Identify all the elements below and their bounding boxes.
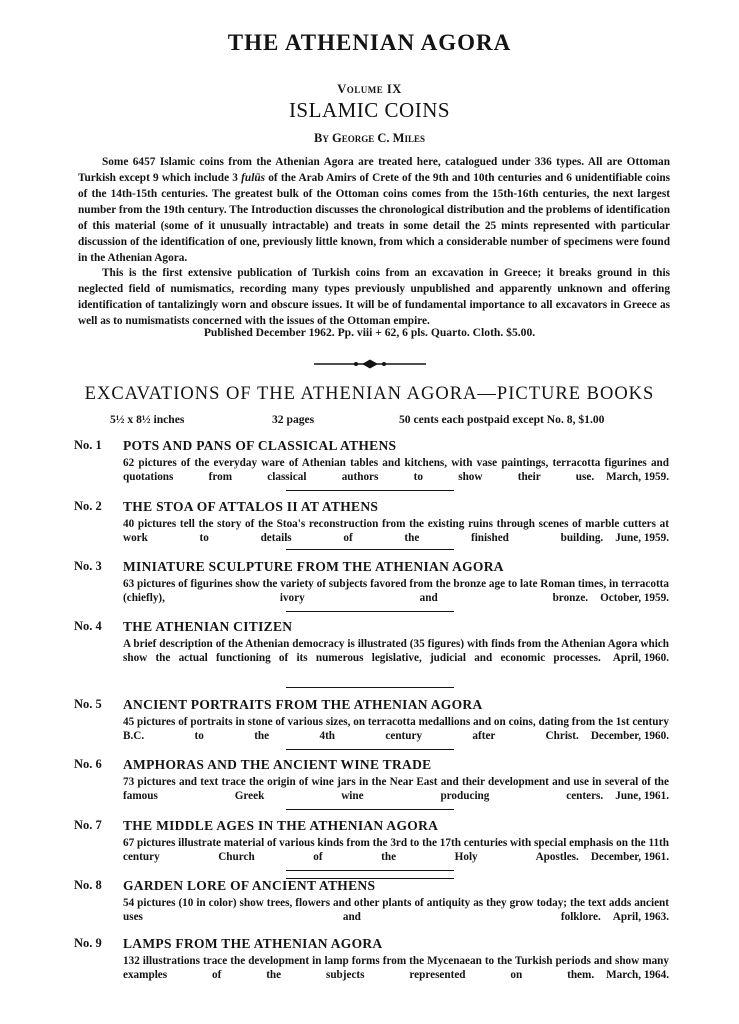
book-description-text: 62 pictures of the everyday ware of Athenian tables and kitchens, with vase paintings, terracotta figurines and quotations from classical authors to show their use. (123, 457, 669, 484)
ornament-divider (312, 358, 428, 370)
book-date: April, 1960. (612, 652, 669, 665)
book-date: December, 1961. (590, 851, 669, 864)
book-description-text: 73 pictures and text trace the origin of wine jars in the Near East and their development and use in several of the famous Greek wine producing centers. (123, 776, 669, 803)
book-title: ANCIENT PORTRAITS FROM THE ATHENIAN AGORA (123, 697, 483, 712)
book-title: THE ATHENIAN CITIZEN (123, 619, 293, 634)
book-date: December, 1960. (590, 730, 669, 743)
description-text-b: of the Arab Amirs of Crete of the 9th and 10th centuries and 6 unidentifiable coins of the 14th-15th centuries. The greatest bulk of the Ottoman coins comes from the 15th-16th centuries, the next largest number from the 19th century. The Introduction discusses the chronological distribution and the problems of identification of this material (some of it unusually intractable) and treats in some detail the 25 mints represented with particular discussion of the identification of one, previously little known, from which a considerable number of specimens were found in the Athenian Agora. (78, 172, 671, 264)
book-description-text: 63 pictures of figurines show the variety of subjects favored from the bronze age to late Roman times, in terracotta (chiefly), ivory and bronze. (123, 578, 669, 605)
book-description-text: 132 illustrations trace the development in lamp forms from the Mycenaean to the Turkish periods and show many examples of the subjects represented on them. (123, 955, 669, 982)
rule-divider (286, 687, 454, 688)
book-number: No. 1 (74, 438, 102, 452)
book-title: LAMPS FROM THE ATHENIAN AGORA (123, 936, 383, 951)
description-text-a: Some 6457 Islamic coins from the Athenian Agora are treated here, catalogued under 336 types. All are Ottoman Turkish except 9 which include 3 (78, 156, 670, 184)
publication-details: Published December 1962. Pp. viii + 62, 6 pls. Quarto. Cloth. $5.00. (203, 326, 536, 339)
book-number: No. 9 (74, 936, 102, 950)
book-number: No. 3 (74, 559, 102, 573)
rule-divider (286, 878, 454, 879)
book-date: October, 1959. (600, 592, 669, 605)
rule-divider (286, 870, 454, 871)
book-description (123, 577, 669, 605)
rule-divider (286, 809, 454, 810)
description-italic-term: fulūs (241, 172, 266, 184)
book-number: No. 7 (74, 818, 102, 832)
book-description (123, 896, 669, 924)
picture-books-heading: EXCAVATIONS OF THE ATHENIAN AGORA—PICTURE BOOKS (84, 384, 655, 404)
description-paragraph-1 (78, 154, 670, 266)
book-page-count: 32 pages (272, 413, 315, 426)
book-number: No. 5 (74, 697, 102, 711)
book-title: THE MIDDLE AGES IN THE ATHENIAN AGORA (123, 818, 439, 833)
book-number: No. 8 (74, 878, 102, 892)
book-number: No. 6 (74, 757, 102, 771)
book-description-text: 67 pictures illustrate material of various kinds from the 3rd to the 17th centuries with special emphasis on the 11th century Church of the Holy Apostles. (123, 837, 669, 864)
author-byline: By George C. Miles (314, 131, 425, 145)
book-description (123, 456, 669, 484)
book-description-text: 40 pictures tell the story of the Stoa's reconstruction from the existing ruins through scenes of marble cutters at work to details of the finished building. (123, 518, 669, 545)
book-description (123, 637, 669, 665)
book-date: June, 1961. (615, 790, 669, 803)
rule-divider (286, 549, 454, 550)
book-description-text: 54 pictures (10 in color) show trees, flowers and other plants of antiquity as they grow today; the text adds ancient uses and folklore. (123, 897, 669, 924)
rule-divider (286, 611, 454, 612)
book-description-text: A brief description of the Athenian democracy is illustrated (35 figures) with finds from the Athenian Agora which show the actual functioning of its numerous legislative, judicial and economic processes. (123, 638, 669, 665)
book-description-text: 45 pictures of portraits in stone of various sizes, on terracotta medallions and on coins, dating from the 1st century B.C. to the 4th century after Christ. (123, 716, 669, 743)
book-title: AMPHORAS AND THE ANCIENT WINE TRADE (123, 757, 432, 772)
book-title: MINIATURE SCULPTURE FROM THE ATHENIAN AGORA (123, 559, 504, 574)
book-date: March, 1964. (606, 969, 669, 982)
book-description (123, 517, 669, 545)
description-text-2: This is the first extensive publication of Turkish coins from an excavation in Greece; it breaks ground in this neglected field of numismatics, recording many types previously unpublished and apparently unknown and offering identification of tantalizingly worn and obscure issues. It will be of fundamental importance to all excavators in Greece as well as to numismatists concerned with the issues of the Ottoman empire. (78, 267, 670, 327)
volume-label: Volume IX (337, 82, 402, 96)
book-date: June, 1959. (615, 532, 669, 545)
page-title: THE ATHENIAN AGORA (227, 30, 512, 55)
description-paragraph-2 (78, 265, 670, 329)
book-number: No. 4 (74, 619, 102, 633)
book-price: 50 cents each postpaid except No. 8, $1.00 (399, 413, 605, 426)
book-description (123, 836, 669, 864)
book-number: No. 2 (74, 499, 102, 513)
book-subtitle: ISLAMIC COINS (288, 98, 451, 122)
book-description (123, 954, 669, 982)
book-date: April, 1963. (612, 911, 669, 924)
book-title: POTS AND PANS OF CLASSICAL ATHENS (123, 438, 397, 453)
book-size: 5½ x 8½ inches (110, 413, 185, 426)
book-title: THE STOA OF ATTALOS II AT ATHENS (123, 499, 379, 514)
book-date: March, 1959. (606, 471, 669, 484)
rule-divider (286, 490, 454, 491)
book-description (123, 715, 669, 743)
rule-divider (286, 749, 454, 750)
book-description (123, 775, 669, 803)
book-title: GARDEN LORE OF ANCIENT ATHENS (123, 878, 376, 893)
